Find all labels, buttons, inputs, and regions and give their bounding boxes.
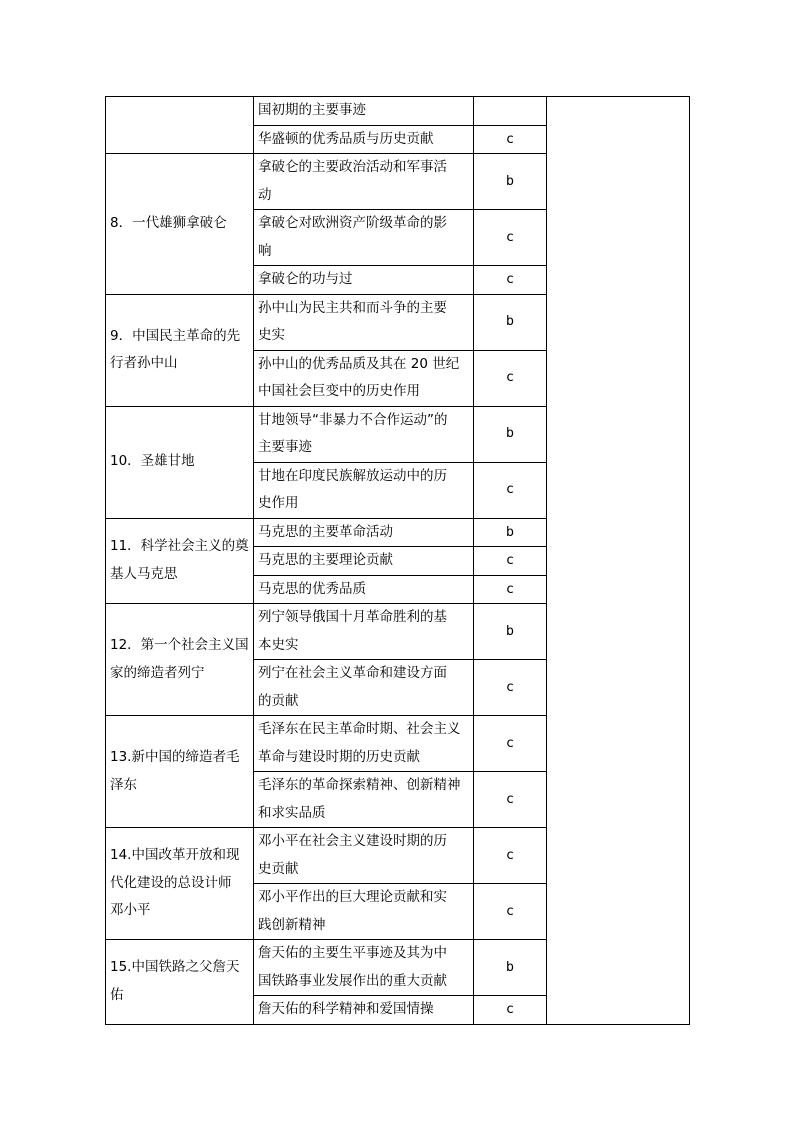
content-line: 的贡献	[258, 692, 299, 709]
content-line: 史贡献	[258, 860, 299, 877]
content-cell	[254, 604, 474, 660]
topic-cell	[106, 97, 254, 154]
topic-line: 14.中国改革开放和现	[110, 847, 240, 864]
content-cell	[254, 518, 474, 547]
topic-line: 佑	[110, 986, 124, 1003]
content-line: 马克思的优秀品质	[258, 580, 366, 597]
content-line: 詹天佑的主要生平事迹及其为中	[258, 945, 447, 961]
level-cell: c	[474, 660, 547, 716]
topic-cell	[106, 294, 254, 406]
topic-line: 12．第一个社会主义国	[110, 637, 249, 653]
content-line: 践创新精神	[258, 916, 326, 933]
topic-line: 10．圣雄甘地	[110, 453, 195, 470]
content-cell	[254, 575, 474, 604]
level-cell: b	[474, 154, 547, 210]
content-cell	[254, 884, 474, 940]
content-line: 马克思的主要革命活动	[258, 523, 393, 540]
level-cell: b	[474, 406, 547, 462]
level-cell: c	[474, 828, 547, 884]
level-cell: c	[474, 125, 547, 154]
level-cell: c	[474, 575, 547, 604]
content-line: 史作用	[258, 495, 299, 511]
level-cell: b	[474, 294, 547, 350]
content-line: 詹天佑的科学精神和爱国情操	[258, 1001, 434, 1017]
content-line: 动	[258, 186, 272, 203]
content-line: 国铁路事业发展作出的重大贡献	[258, 972, 447, 989]
curriculum-table	[105, 96, 690, 1025]
topic-line: 行者孙中山	[110, 355, 178, 371]
content-line: 拿破仑对欧洲资产阶级革命的影	[258, 215, 447, 231]
level-cell: c	[474, 996, 547, 1025]
content-line: 本史实	[258, 636, 299, 653]
content-line: 邓小平作出的巨大理论贡献和实	[258, 889, 447, 905]
level-cell: c	[474, 462, 547, 518]
content-cell	[254, 772, 474, 828]
topic-line: 泽东	[110, 776, 137, 793]
content-line: 响	[258, 242, 272, 259]
content-cell	[254, 996, 474, 1025]
topic-line: 15.中国铁路之父詹天	[110, 959, 240, 976]
content-line: 邓小平在社会主义建设时期的历	[258, 833, 447, 849]
content-line: 列宁领导俄国十月革命胜利的基	[258, 609, 447, 625]
topic-line: 代化建设的总设计师	[110, 874, 232, 891]
content-line: 和求实品质	[258, 804, 326, 821]
content-cell	[254, 210, 474, 266]
content-line: 主要事迹	[258, 439, 312, 455]
content-cell	[254, 940, 474, 996]
topic-line: 家的缔造者列宁	[110, 664, 205, 681]
content-line: 毛泽东在民主革命时期、社会主义	[258, 721, 461, 737]
topic-line: 邓小平	[110, 902, 151, 919]
level-cell	[474, 97, 547, 126]
level-cell: b	[474, 604, 547, 660]
topic-cell	[106, 604, 254, 716]
level-cell: b	[474, 518, 547, 547]
topic-cell	[106, 828, 254, 940]
content-cell	[254, 547, 474, 576]
topic-cell	[106, 154, 254, 295]
content-line: 甘地在印度民族解放运动中的历	[258, 467, 447, 484]
content-cell	[254, 660, 474, 716]
content-line: 列宁在社会主义革命和建设方面	[258, 665, 447, 681]
content-cell	[254, 154, 474, 210]
content-cell	[254, 406, 474, 462]
topic-cell	[106, 518, 254, 604]
topic-line: 8．一代雄狮拿破仑	[110, 215, 227, 231]
table-body	[106, 97, 690, 1025]
level-cell: c	[474, 350, 547, 406]
content-line: 革命与建设时期的历史贡献	[258, 748, 420, 765]
content-line: 华盛顿的优秀品质与历史贡献	[258, 130, 434, 147]
content-line: 拿破仑的功与过	[258, 271, 353, 287]
topic-line: 11．科学社会主义的奠	[110, 538, 249, 555]
content-line: 甘地领导“非暴力不合作运动”的	[258, 411, 448, 428]
topic-line: 9．中国民主革命的先	[110, 327, 241, 344]
content-line: 国初期的主要事迹	[258, 102, 366, 118]
content-cell	[254, 266, 474, 295]
level-cell: b	[474, 940, 547, 996]
content-line: 毛泽东的革命探索精神、创新精神	[258, 777, 461, 793]
content-cell	[254, 125, 474, 154]
level-cell: c	[474, 210, 547, 266]
topic-cell	[106, 940, 254, 1025]
content-cell	[254, 462, 474, 518]
content-line: 孙中山的优秀品质及其在 20 世纪	[258, 355, 460, 372]
topic-cell	[106, 406, 254, 518]
topic-cell	[106, 716, 254, 828]
content-line: 马克思的主要理论贡献	[258, 552, 393, 568]
table-row	[106, 97, 690, 126]
content-line: 史实	[258, 327, 285, 343]
level-cell: c	[474, 266, 547, 295]
notes-cell	[547, 97, 690, 1025]
content-cell	[254, 350, 474, 406]
level-cell: c	[474, 547, 547, 576]
content-line: 孙中山为民主共和而斗争的主要	[258, 299, 447, 316]
level-cell: c	[474, 716, 547, 772]
content-cell	[254, 716, 474, 772]
content-line: 中国社会巨变中的历史作用	[258, 383, 420, 399]
level-cell: c	[474, 772, 547, 828]
topic-line: 13.新中国的缔造者毛	[110, 749, 240, 765]
content-cell	[254, 828, 474, 884]
content-cell	[254, 97, 474, 126]
level-cell: c	[474, 884, 547, 940]
content-line: 拿破仑的主要政治活动和军事活	[258, 159, 447, 175]
topic-line: 基人马克思	[110, 565, 178, 582]
content-cell	[254, 294, 474, 350]
